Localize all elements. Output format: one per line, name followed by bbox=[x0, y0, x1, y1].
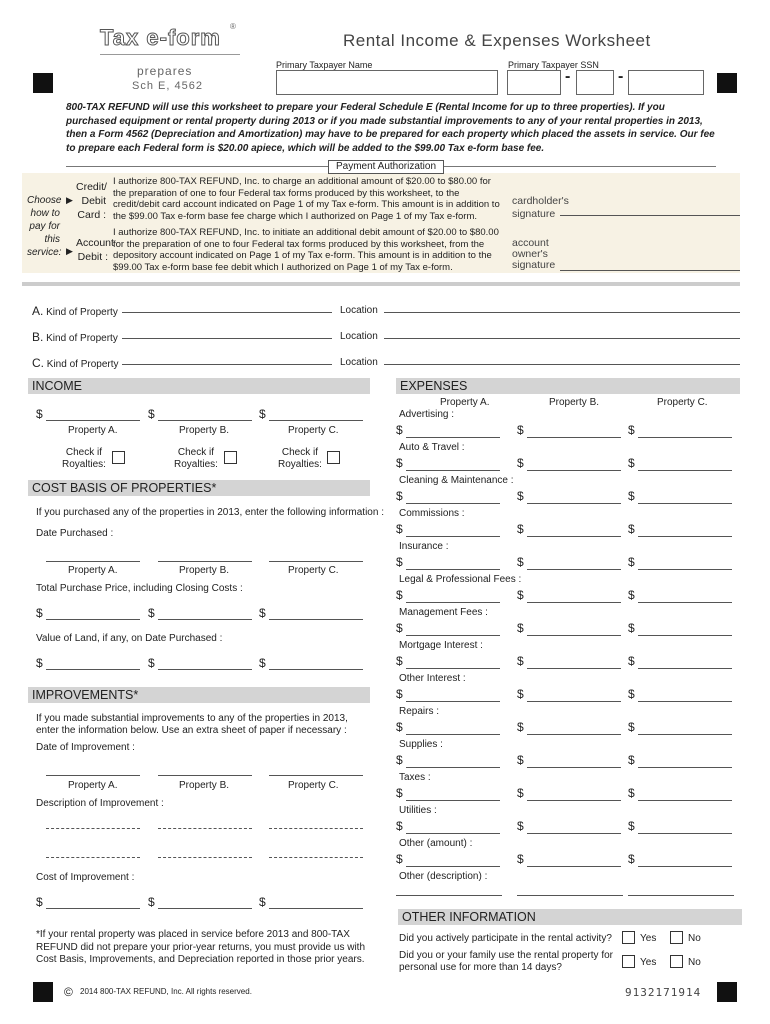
expense-input[interactable] bbox=[406, 734, 500, 735]
dollar-sign: $ bbox=[628, 621, 635, 635]
cost-impr-label: Cost of Improvement : bbox=[36, 872, 135, 883]
registered-mark: ® bbox=[230, 22, 236, 31]
expense-input[interactable] bbox=[527, 701, 621, 702]
ssn-box-1[interactable] bbox=[507, 70, 561, 95]
date-impr-a[interactable] bbox=[46, 775, 140, 776]
expense-input[interactable] bbox=[396, 895, 502, 896]
dollar-sign: $ bbox=[396, 786, 403, 800]
dollar-sign: $ bbox=[628, 423, 635, 437]
dollar-sign: $ bbox=[517, 654, 524, 668]
participate-no-checkbox[interactable] bbox=[670, 931, 683, 944]
date-impr-label: Date of Improvement : bbox=[36, 742, 135, 753]
dollar-sign: $ bbox=[396, 720, 403, 734]
location-input-c[interactable] bbox=[384, 364, 740, 365]
expense-input[interactable] bbox=[527, 668, 621, 669]
income-input-a[interactable] bbox=[46, 420, 140, 421]
other-info-header: OTHER INFORMATION bbox=[398, 909, 742, 925]
location-label: Location bbox=[340, 305, 378, 316]
dollar-sign: $ bbox=[628, 786, 635, 800]
ssn-box-2[interactable] bbox=[576, 70, 614, 95]
impr-prop-b: Property B. bbox=[179, 780, 230, 791]
expense-input[interactable] bbox=[527, 503, 621, 504]
dollar-sign: $ bbox=[148, 895, 155, 909]
date-purchased-b[interactable] bbox=[158, 561, 252, 562]
dollar-sign: $ bbox=[517, 687, 524, 701]
total-price-a[interactable] bbox=[46, 619, 140, 620]
dollar-sign: $ bbox=[628, 687, 635, 701]
impr-prop-a: Property A. bbox=[68, 780, 118, 791]
intro-text: 800-TAX REFUND will use this worksheet to prepare your Federal Schedule E (Rental Income for up to three properties). If you purchased equipment or rental property during 2013 or if you made substantial improvements to any of your rental properties in 2013, then a Form 4562 (Depreciation and Amortization) may have to be prepared for each property which placed the assets in service. Our fee to prepare each Federal form is $20.00 apiece, which will be added to the $99.00 Tax e-form base fee. bbox=[66, 102, 715, 154]
expense-input[interactable] bbox=[638, 833, 732, 834]
expense-input[interactable] bbox=[406, 602, 500, 603]
participate-yes-checkbox[interactable] bbox=[622, 931, 635, 944]
prepares-text: prepares bbox=[137, 64, 193, 78]
dollar-sign: $ bbox=[628, 489, 635, 503]
expense-label: Supplies : bbox=[399, 739, 443, 750]
expense-label: Other (description) : bbox=[399, 871, 488, 882]
desc-impr-b2[interactable] bbox=[158, 857, 252, 858]
impr-intro-1: If you made substantial improvements to any of the properties in 2013, bbox=[36, 713, 348, 724]
footnote: *If your rental property was placed in service before 2013 and 800-TAX REFUND did not prepare your prior-year returns, you must provide us with Cost Basis, Improvements, and Depreciation reported in those prior years. bbox=[36, 929, 366, 965]
exp-prop-b: Property B. bbox=[549, 397, 600, 408]
property-row-c: C. Kind of Property bbox=[32, 356, 119, 370]
income-prop-a: Property A. bbox=[68, 425, 118, 436]
dollar-sign: $ bbox=[517, 753, 524, 767]
personal-use-no-label: No bbox=[688, 957, 701, 968]
dollar-sign: $ bbox=[396, 555, 403, 569]
dollar-sign: $ bbox=[628, 654, 635, 668]
expense-label: Commissions : bbox=[399, 508, 465, 519]
dollar-sign: $ bbox=[517, 423, 524, 437]
dollar-sign: $ bbox=[259, 656, 266, 670]
royalties-checkbox-c[interactable] bbox=[327, 451, 340, 464]
personal-use-yes-label: Yes bbox=[640, 957, 657, 968]
dollar-sign: $ bbox=[396, 852, 403, 866]
corner-mark-bl bbox=[33, 982, 53, 1002]
dollar-sign: $ bbox=[36, 656, 43, 670]
account-signature[interactable] bbox=[560, 270, 740, 271]
question-participate: Did you actively participate in the rental activity? bbox=[399, 933, 612, 944]
royalties-checkbox-a[interactable] bbox=[112, 451, 125, 464]
taxpayer-name-input[interactable] bbox=[276, 70, 498, 95]
expense-input[interactable] bbox=[638, 800, 732, 801]
dollar-sign: $ bbox=[396, 588, 403, 602]
dollar-sign: $ bbox=[396, 489, 403, 503]
total-price-b[interactable] bbox=[158, 619, 252, 620]
date-impr-c[interactable] bbox=[269, 775, 363, 776]
personal-use-no-checkbox[interactable] bbox=[670, 955, 683, 968]
dollar-sign: $ bbox=[148, 606, 155, 620]
ssn-dash-2: - bbox=[618, 68, 624, 85]
question-personal-use-2: personal use for more than 14 days? bbox=[399, 962, 562, 973]
account-label: Account Debit : bbox=[76, 237, 114, 263]
royalties-label-b: Check if Royalties: bbox=[174, 447, 218, 470]
expense-input[interactable] bbox=[406, 833, 500, 834]
income-prop-b: Property B. bbox=[179, 425, 230, 436]
cost-impr-c[interactable] bbox=[269, 908, 363, 909]
dollar-sign: $ bbox=[36, 895, 43, 909]
dollar-sign: $ bbox=[517, 588, 524, 602]
expense-input[interactable] bbox=[638, 437, 732, 438]
dollar-sign: $ bbox=[396, 753, 403, 767]
dollar-sign: $ bbox=[517, 786, 524, 800]
expense-label: Cleaning & Maintenance : bbox=[399, 475, 514, 486]
expense-input[interactable] bbox=[527, 602, 621, 603]
dollar-sign: $ bbox=[517, 489, 524, 503]
ssn-label: Primary Taxpayer SSN bbox=[508, 60, 599, 70]
copyright-symbol: © bbox=[64, 985, 73, 999]
dollar-sign: $ bbox=[517, 621, 524, 635]
expense-input[interactable] bbox=[638, 734, 732, 735]
dollar-sign: $ bbox=[517, 522, 524, 536]
dollar-sign: $ bbox=[628, 753, 635, 767]
property-row-b: B. Kind of Property bbox=[32, 330, 118, 344]
expense-input[interactable] bbox=[406, 635, 500, 636]
expense-input[interactable] bbox=[527, 470, 621, 471]
dollar-sign: $ bbox=[396, 423, 403, 437]
expense-label: Advertising : bbox=[399, 409, 455, 420]
kind-input-c[interactable] bbox=[122, 364, 332, 365]
expense-input[interactable] bbox=[406, 668, 500, 669]
dollar-sign: $ bbox=[517, 819, 524, 833]
ssn-dash-1: - bbox=[565, 68, 571, 85]
expense-input[interactable] bbox=[638, 602, 732, 603]
income-input-c[interactable] bbox=[269, 420, 363, 421]
expense-input[interactable] bbox=[527, 437, 621, 438]
personal-use-yes-checkbox[interactable] bbox=[622, 955, 635, 968]
land-value-a[interactable] bbox=[46, 669, 140, 670]
expense-label: Management Fees : bbox=[399, 607, 488, 618]
cost-impr-a[interactable] bbox=[46, 908, 140, 909]
expense-input[interactable] bbox=[406, 503, 500, 504]
desc-impr-c2[interactable] bbox=[269, 857, 363, 858]
expense-input[interactable] bbox=[406, 800, 500, 801]
income-prop-c: Property C. bbox=[288, 425, 339, 436]
income-header: INCOME bbox=[28, 378, 370, 394]
expense-label: Utilities : bbox=[399, 805, 437, 816]
question-personal-use-1: Did you or your family use the rental property for bbox=[399, 950, 613, 961]
expense-input[interactable] bbox=[527, 833, 621, 834]
dollar-sign: $ bbox=[628, 720, 635, 734]
expense-input[interactable] bbox=[406, 437, 500, 438]
dollar-sign: $ bbox=[517, 456, 524, 470]
dollar-sign: $ bbox=[517, 720, 524, 734]
cost-prop-a: Property A. bbox=[68, 565, 118, 576]
payment-title: Payment Authorization bbox=[328, 160, 444, 174]
dollar-sign: $ bbox=[628, 522, 635, 536]
participate-no-label: No bbox=[688, 933, 701, 944]
dollar-sign: $ bbox=[628, 852, 635, 866]
dollar-sign: $ bbox=[517, 555, 524, 569]
expense-input[interactable] bbox=[406, 767, 500, 768]
desc-impr-b1[interactable] bbox=[158, 828, 252, 829]
expense-input[interactable] bbox=[527, 734, 621, 735]
improvements-header: IMPROVEMENTS* bbox=[28, 687, 370, 703]
expense-input[interactable] bbox=[638, 536, 732, 537]
royalties-checkbox-b[interactable] bbox=[224, 451, 237, 464]
desc-impr-a2[interactable] bbox=[46, 857, 140, 858]
dollar-sign: $ bbox=[628, 819, 635, 833]
dollar-sign: $ bbox=[259, 895, 266, 909]
brand-logo: Tax e-form bbox=[100, 25, 221, 50]
expense-input[interactable] bbox=[638, 569, 732, 570]
expense-input[interactable] bbox=[406, 701, 500, 702]
ssn-box-3[interactable] bbox=[628, 70, 704, 95]
expense-input[interactable] bbox=[638, 701, 732, 702]
copyright-text: 2014 800-TAX REFUND, Inc. All rights reserved. bbox=[80, 987, 252, 996]
dollar-sign: $ bbox=[396, 621, 403, 635]
kind-input-b[interactable] bbox=[122, 338, 332, 339]
kind-input-a[interactable] bbox=[122, 312, 332, 313]
dollar-sign: $ bbox=[148, 407, 155, 421]
dollar-sign: $ bbox=[396, 819, 403, 833]
expense-input[interactable] bbox=[638, 503, 732, 504]
land-value-b[interactable] bbox=[158, 669, 252, 670]
cost-header: COST BASIS OF PROPERTIES* bbox=[28, 480, 370, 496]
dollar-sign: $ bbox=[396, 687, 403, 701]
date-purchased-label: Date Purchased : bbox=[36, 528, 114, 539]
page-title: Rental Income & Expenses Worksheet bbox=[343, 31, 651, 50]
land-value-c[interactable] bbox=[269, 669, 363, 670]
expense-label: Other Interest : bbox=[399, 673, 466, 684]
cost-prop-c: Property C. bbox=[288, 565, 339, 576]
date-impr-b[interactable] bbox=[158, 775, 252, 776]
expense-label: Legal & Professional Fees : bbox=[399, 574, 522, 585]
exp-prop-c: Property C. bbox=[657, 397, 708, 408]
location-label: Location bbox=[340, 331, 378, 342]
impr-intro-2: enter the information below. Use an extra sheet of paper if necessary : bbox=[36, 725, 347, 736]
dollar-sign: $ bbox=[396, 522, 403, 536]
royalties-label-a: Check if Royalties: bbox=[62, 447, 106, 470]
dollar-sign: $ bbox=[628, 555, 635, 569]
cardholder-signature[interactable] bbox=[560, 215, 740, 216]
expense-input[interactable] bbox=[406, 470, 500, 471]
credit-text: I authorize 800-TAX REFUND, Inc. to charge an additional amount of $20.00 to $80.00 for the preparation of one to four Federal tax forms produced by this worksheet, to the credit/debit card account indicated on Page 1 of my Tax e-form. This amount is in addition to the $99.00 Tax e-form base fee charge which I authorized on Page 1 of my Tax e-form. bbox=[113, 176, 500, 222]
expense-label: Repairs : bbox=[399, 706, 440, 717]
desc-impr-c1[interactable] bbox=[269, 828, 363, 829]
expense-label: Insurance : bbox=[399, 541, 449, 552]
location-input-b[interactable] bbox=[384, 338, 740, 339]
gray-divider bbox=[22, 282, 740, 286]
corner-mark-tr bbox=[717, 73, 737, 93]
expense-input[interactable] bbox=[406, 569, 500, 570]
arrow-icon: ▶ bbox=[66, 246, 73, 256]
account-sig-label: account owner's signature bbox=[512, 237, 556, 271]
name-label: Primary Taxpayer Name bbox=[276, 60, 373, 70]
expense-input[interactable] bbox=[527, 635, 621, 636]
expense-input[interactable] bbox=[638, 767, 732, 768]
expense-input[interactable] bbox=[527, 569, 621, 570]
dollar-sign: $ bbox=[148, 656, 155, 670]
corner-mark-br bbox=[717, 982, 737, 1002]
cost-intro: If you purchased any of the properties in 2013, enter the following information : bbox=[36, 507, 384, 518]
dollar-sign: $ bbox=[517, 852, 524, 866]
expenses-header: EXPENSES bbox=[396, 378, 740, 394]
expense-input[interactable] bbox=[527, 536, 621, 537]
cost-impr-b[interactable] bbox=[158, 908, 252, 909]
expense-input[interactable] bbox=[628, 895, 734, 896]
dollar-sign: $ bbox=[36, 606, 43, 620]
expense-input[interactable] bbox=[638, 635, 732, 636]
land-value-label: Value of Land, if any, on Date Purchased : bbox=[36, 633, 223, 644]
expense-input[interactable] bbox=[638, 470, 732, 471]
expense-input[interactable] bbox=[527, 800, 621, 801]
choose-text: Choose how to pay for this service: bbox=[27, 195, 62, 258]
location-label: Location bbox=[340, 357, 378, 368]
total-price-label: Total Purchase Price, including Closing Costs : bbox=[36, 583, 243, 594]
cardholder-sig-label: cardholder's signature bbox=[512, 195, 569, 220]
income-input-b[interactable] bbox=[158, 420, 252, 421]
expense-input[interactable] bbox=[527, 767, 621, 768]
schedule-text: Sch E, 4562 bbox=[132, 80, 203, 92]
date-purchased-a[interactable] bbox=[46, 561, 140, 562]
expense-input[interactable] bbox=[517, 895, 623, 896]
cost-prop-b: Property B. bbox=[179, 565, 230, 576]
desc-impr-label: Description of Improvement : bbox=[36, 798, 164, 809]
dollar-sign: $ bbox=[36, 407, 43, 421]
credit-label: Credit/ Debit Card : bbox=[76, 181, 107, 221]
participate-yes-label: Yes bbox=[640, 933, 657, 944]
exp-prop-a: Property A. bbox=[440, 397, 490, 408]
royalties-label-c: Check if Royalties: bbox=[278, 447, 322, 470]
dollar-sign: $ bbox=[259, 606, 266, 620]
expense-label: Mortgage Interest : bbox=[399, 640, 483, 651]
dollar-sign: $ bbox=[628, 588, 635, 602]
expense-input[interactable] bbox=[406, 866, 500, 867]
expense-input[interactable] bbox=[527, 866, 621, 867]
dollar-sign: $ bbox=[396, 456, 403, 470]
dollar-sign: $ bbox=[259, 407, 266, 421]
form-id: 9132171914 bbox=[625, 986, 702, 999]
account-text: I authorize 800-TAX REFUND, Inc. to initiate an additional debit amount of $20.00 to $80.00 for the preparation of one to four Federal tax forms produced by this worksheet, from the depository account indicated on Page 1 of my Tax e-form. This amount is in addition to the $99.00 Tax e-form base fee debit which I authorized on Page 1 of my Tax e-form. bbox=[113, 227, 499, 273]
property-row-a: A. Kind of Property bbox=[32, 304, 118, 318]
corner-mark-tl bbox=[33, 73, 53, 93]
total-price-c[interactable] bbox=[269, 619, 363, 620]
dollar-sign: $ bbox=[396, 654, 403, 668]
dollar-sign: $ bbox=[628, 456, 635, 470]
expense-input[interactable] bbox=[406, 536, 500, 537]
expense-label: Other (amount) : bbox=[399, 838, 473, 849]
expense-label: Taxes : bbox=[399, 772, 431, 783]
expense-label: Auto & Travel : bbox=[399, 442, 465, 453]
date-purchased-c[interactable] bbox=[269, 561, 363, 562]
desc-impr-a1[interactable] bbox=[46, 828, 140, 829]
arrow-icon: ▶ bbox=[66, 195, 73, 205]
expense-input[interactable] bbox=[638, 866, 732, 867]
impr-prop-c: Property C. bbox=[288, 780, 339, 791]
logo-rule bbox=[100, 54, 240, 55]
location-input-a[interactable] bbox=[384, 312, 740, 313]
expense-input[interactable] bbox=[638, 668, 732, 669]
